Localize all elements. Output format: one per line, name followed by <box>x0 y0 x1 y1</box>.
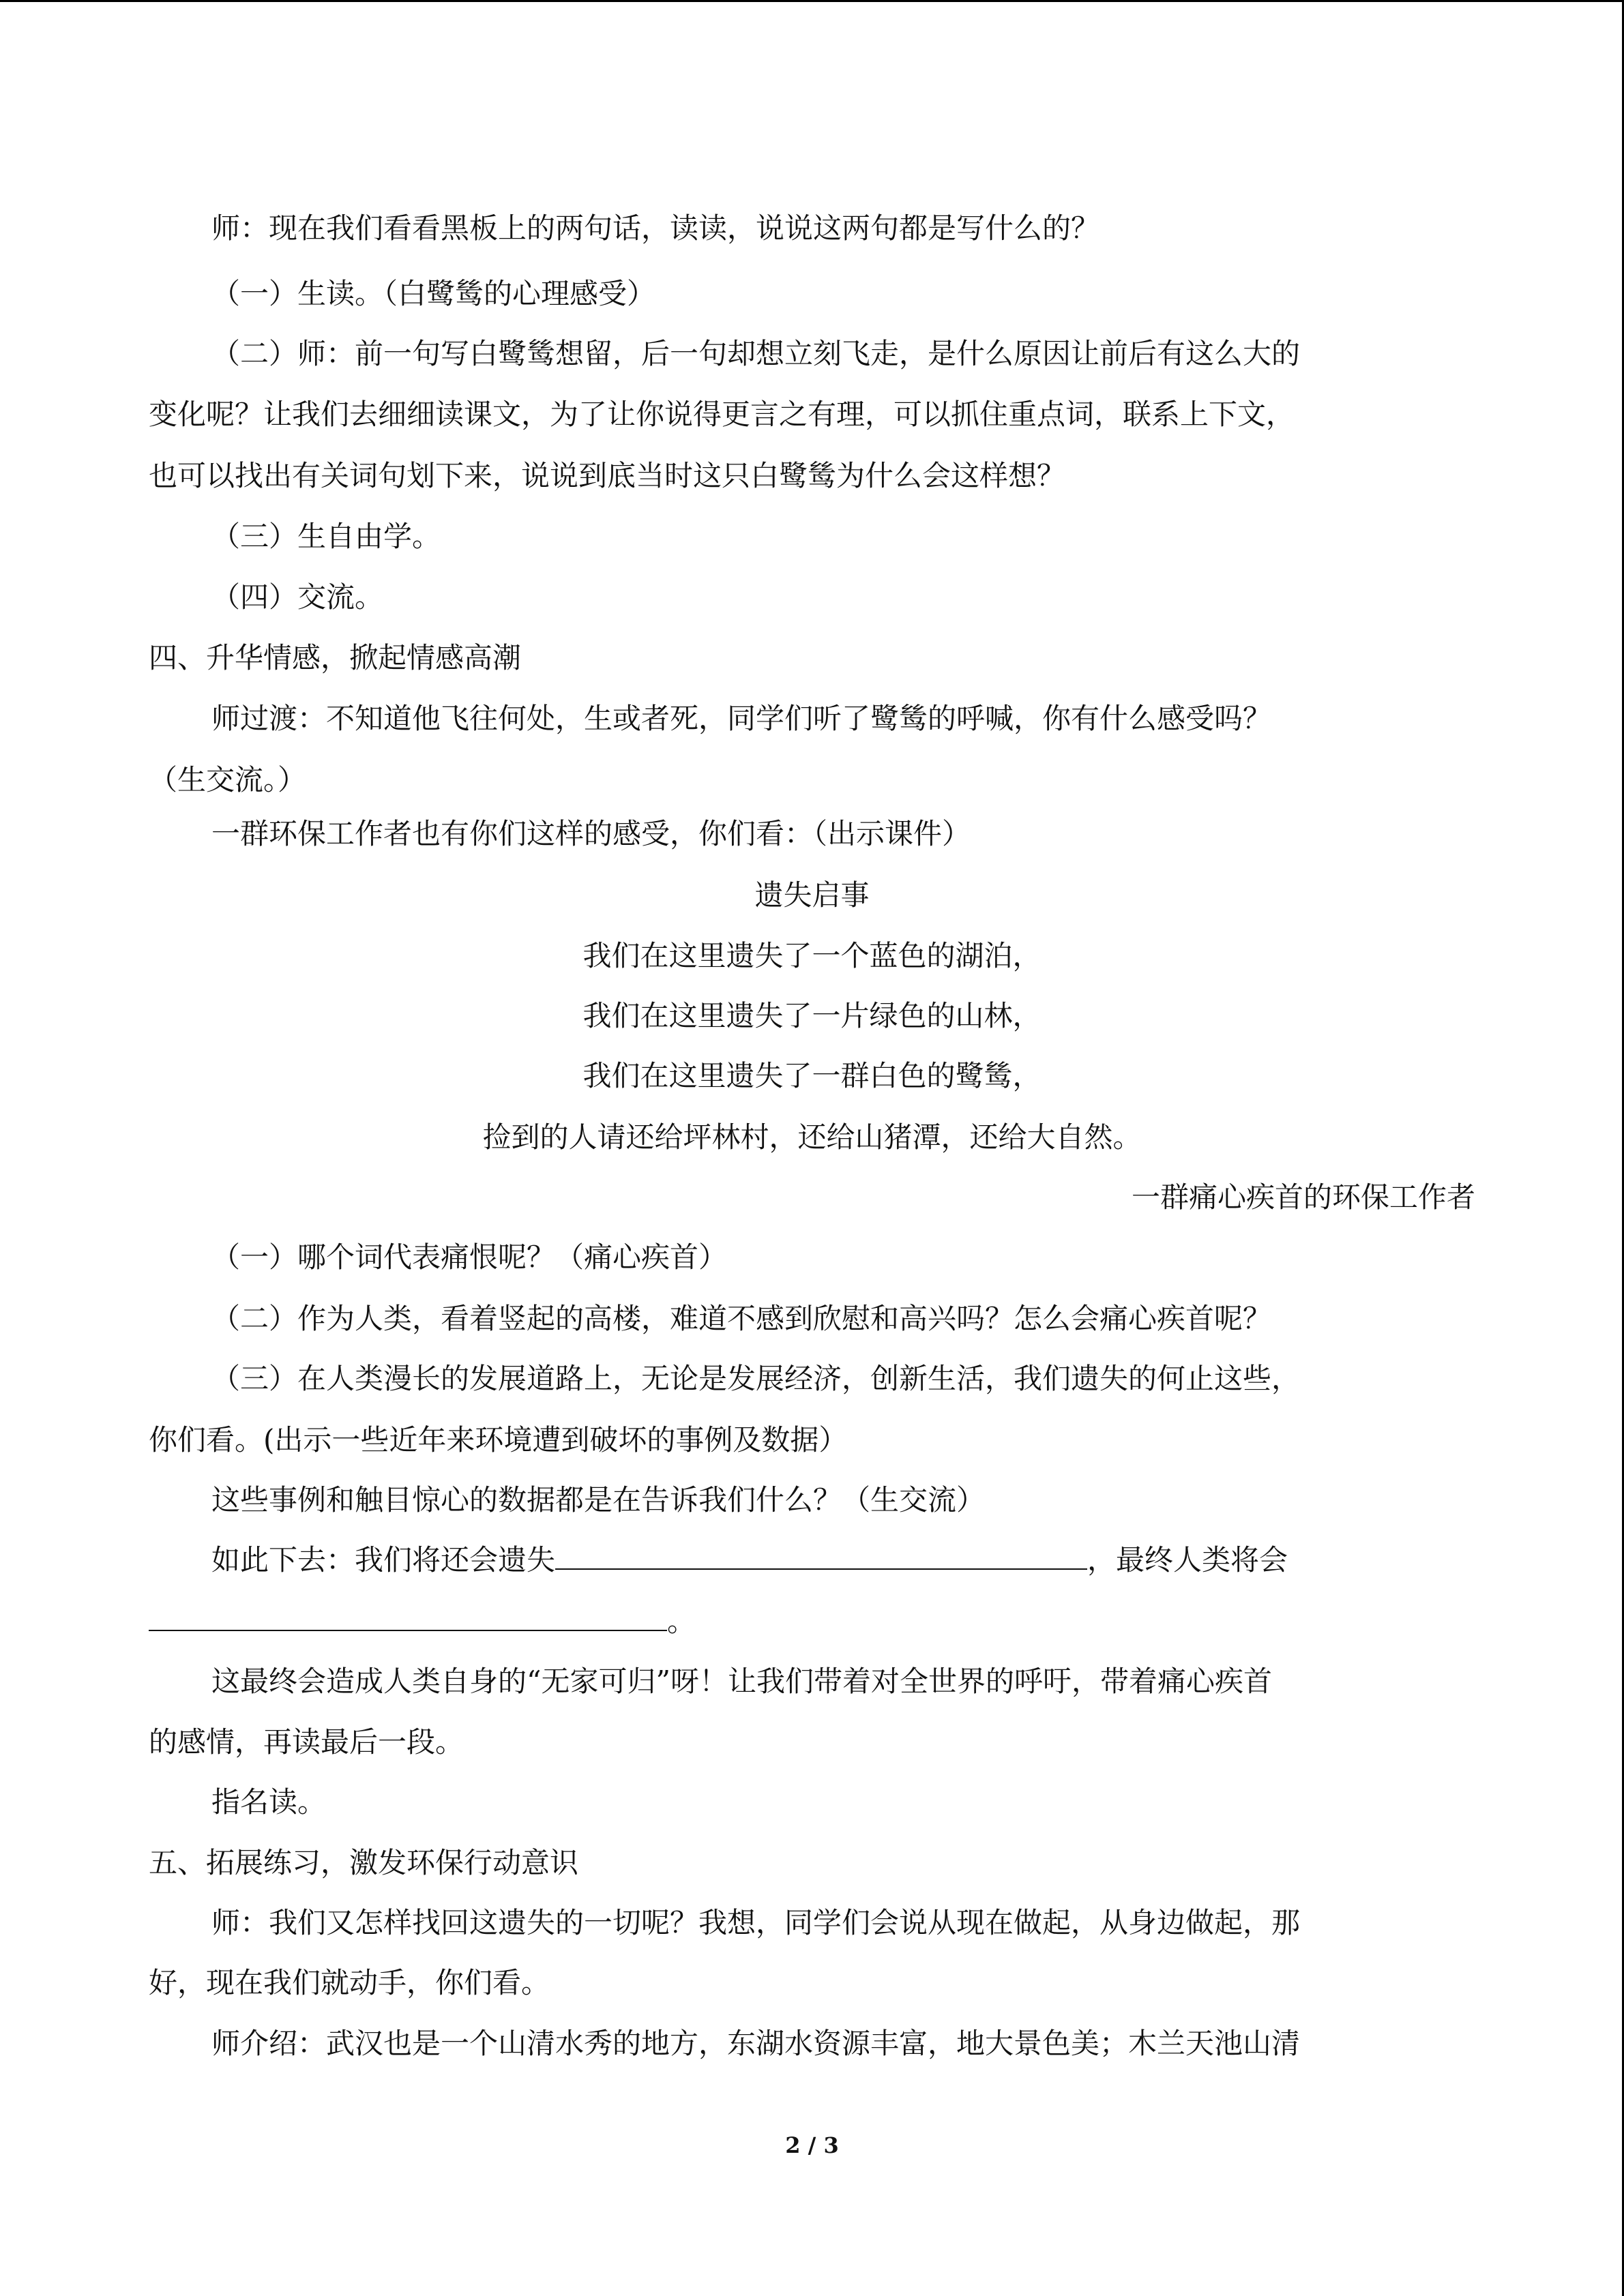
paragraph-line: 师介绍：武汉也是一个山清水秀的地方，东湖水资源丰富，地大景色美；木兰天池山清 <box>211 2027 1301 2060</box>
notice-line: 我们在这里遗失了一片绿色的山林， <box>582 999 1042 1032</box>
paragraph-line: 的感情，再读最后一段。 <box>149 1725 464 1759</box>
paragraph-line: （一）生读。（白鹭鸶的心理感受） <box>211 277 656 310</box>
answer-blank[interactable] <box>555 1541 1087 1570</box>
paragraph-line: 指名读。 <box>211 1785 327 1819</box>
paragraph-line: 师过渡：不知道他飞往何处，生或者死，同学们听了鹭鸶的呼喊，你有什么感受吗？ <box>211 702 1272 735</box>
fill-blank-end: 。 <box>667 1605 696 1638</box>
fill-blank-line <box>149 1602 696 1641</box>
notice-title: 遗失启事 <box>754 878 870 912</box>
paragraph-line: 变化呢？让我们去细细读课文，为了让你说得更言之有理，可以抓住重点词，联系上下文， <box>149 398 1295 431</box>
page-border-top <box>0 0 1624 2</box>
paragraph-line: （三）生自由学。 <box>211 520 441 553</box>
page-number: 2 / 3 <box>785 2132 839 2158</box>
notice-line: 我们在这里遗失了一个蓝色的湖泊， <box>582 939 1042 972</box>
paragraph-line: 一群环保工作者也有你们这样的感受，你们看：（出示课件） <box>211 817 971 850</box>
paragraph-line: 这最终会造成人类自身的“无家可归”呀！让我们带着对全世界的呼吁，带着痛心疾首 <box>211 1665 1272 1698</box>
section-heading: 四、升华情感，掀起情感高潮 <box>149 641 522 674</box>
section-heading: 五、拓展练习，激发环保行动意识 <box>149 1846 579 1879</box>
paragraph-line: （一）哪个词代表痛恨呢？（痛心疾首） <box>211 1240 728 1274</box>
paragraph-line: 也可以找出有关词句划下来，说说到底当时这只白鹭鸶为什么会这样想？ <box>149 459 1066 492</box>
fill-blank-line <box>211 1541 1288 1579</box>
paragraph-line: 师：现在我们看看黑板上的两句话，读读，说说这两句都是写什么的？ <box>211 211 1100 245</box>
answer-blank[interactable] <box>149 1602 667 1631</box>
notice-line: 我们在这里遗失了一群白色的鹭鸶， <box>582 1059 1042 1092</box>
paragraph-line: （二）师：前一句写白鹭鸶想留，后一句却想立刻飞走，是什么原因让前后有这么大的 <box>211 337 1301 370</box>
paragraph-line: 你们看。(出示一些近年来环境遭到破坏的事例及数据） <box>149 1423 848 1457</box>
paragraph-line: （四）交流。 <box>211 580 384 614</box>
notice-signature: 一群痛心疾首的环保工作者 <box>1131 1180 1475 1214</box>
fill-blank-middle: ，最终人类将会 <box>1087 1543 1288 1577</box>
paragraph-line: 这些事例和触目惊心的数据都是在告诉我们什么？（生交流） <box>211 1483 986 1517</box>
notice-line: 捡到的人请还给坪林村，还给山猪潭，还给大自然。 <box>482 1120 1142 1154</box>
paragraph-line: （二）作为人类，看着竖起的高楼，难道不感到欣慰和高兴吗？怎么会痛心疾首呢？ <box>211 1302 1272 1335</box>
paragraph-line: （生交流。） <box>149 763 307 796</box>
paragraph-line: 好，现在我们就动手，你们看。 <box>149 1966 550 1999</box>
fill-blank-prefix: 如此下去：我们将还会遗失 <box>211 1543 556 1577</box>
paragraph-line: 师：我们又怎样找回这遗失的一切呢？我想，同学们会说从现在做起，从身边做起，那 <box>211 1906 1301 1939</box>
paragraph-line: （三）在人类漫长的发展道路上，无论是发展经济，创新生活，我们遗失的何止这些， <box>211 1362 1301 1395</box>
